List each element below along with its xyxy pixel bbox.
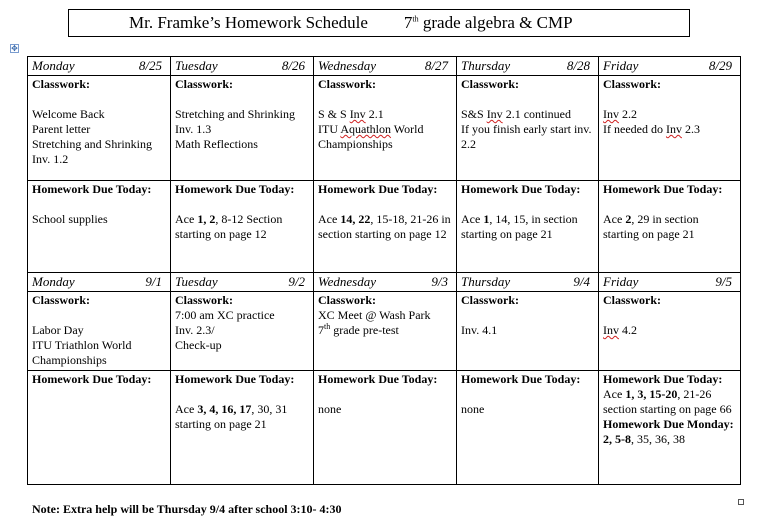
classwork-cell: Classwork: S&S Inv 2.1 continued If you finish early start inv. 2.2 (457, 76, 599, 181)
classwork-cell: Classwork: Labor Day ITU Triathlon World Championships (28, 292, 171, 371)
homework-cell: Homework Due Today: Ace 1, 3, 15-20, 21-26 section starting on page 66 Homework Due Monday: 2, 5-8, 35, 36, 38 (599, 371, 741, 485)
classwork-cell: Classwork: Stretching and Shrinking Inv. 1.3 Math Reflections (171, 76, 314, 181)
resize-icon[interactable] (738, 499, 744, 505)
day-header: Thursday 9/4 (457, 273, 599, 292)
homework-cell: Homework Due Today: School supplies (28, 181, 171, 273)
classwork-cell: Classwork: 7:00 am XC practice Inv. 2.3/ Check-up (171, 292, 314, 371)
homework-cell: Homework Due Today: none (314, 371, 457, 485)
classwork-cell: Classwork: Welcome Back Parent letter Stretching and Shrinking Inv. 1.2 (28, 76, 171, 181)
title-left: Mr. Framke’s Homework Schedule (129, 13, 368, 32)
classwork-cell: Classwork: Inv. 4.1 (457, 292, 599, 371)
classwork-cell: Classwork: S & S Inv 2.1 ITU Aquathlon World Championships (314, 76, 457, 181)
week1-homework-row (28, 181, 741, 273)
homework-schedule-table (27, 56, 741, 485)
homework-cell: Homework Due Today: Ace 3, 4, 16, 17, 30, 31 starting on page 21 (171, 371, 314, 485)
classwork-cell: Classwork: Inv 4.2 (599, 292, 741, 371)
title-grade-rest: grade algebra & CMP (418, 13, 573, 32)
classwork-cell: Classwork: XC Meet @ Wash Park 7th grade pre-test (314, 292, 457, 371)
day-header: Friday 8/29 (599, 57, 741, 76)
homework-cell: Homework Due Today: none (457, 371, 599, 485)
move-icon[interactable]: ✥ (11, 44, 18, 53)
homework-cell: Homework Due Today: Ace 2, 29 in section starting on page 21 (599, 181, 741, 273)
title-grade-num: 7 (403, 13, 413, 32)
extra-help-note: Note: Extra help will be Thursday 9/4 after school 3:10- 4:30 (32, 502, 342, 516)
week2-homework-row (28, 371, 741, 485)
day-header: Friday 9/5 (599, 273, 741, 292)
week2-day-row (28, 273, 741, 292)
title-grade-sup: th (412, 14, 419, 24)
homework-cell: Homework Due Today: Ace 1, 2, 8-12 Section starting on page 12 (171, 181, 314, 273)
schedule-title (68, 9, 690, 37)
day-header: Thursday 8/28 (457, 57, 599, 76)
homework-cell: Homework Due Today: (28, 371, 171, 485)
week1-day-row (28, 57, 741, 76)
day-header: Wednesday 8/27 (314, 57, 457, 76)
classwork-cell: Classwork: Inv 2.2 If needed do Inv 2.3 (599, 76, 741, 181)
week2-classwork-row (28, 292, 741, 371)
day-header: Tuesday 9/2 (171, 273, 314, 292)
day-header: Tuesday 8/26 (171, 57, 314, 76)
homework-cell: Homework Due Today: Ace 14, 22, 15-18, 21-26 in section starting on page 12 (314, 181, 457, 273)
week1-classwork-row (28, 76, 741, 181)
day-header: Monday 9/1 (28, 273, 171, 292)
homework-cell: Homework Due Today: Ace 1, 14, 15, in section starting on page 21 (457, 181, 599, 273)
day-header: Monday 8/25 (28, 57, 171, 76)
day-header: Wednesday 9/3 (314, 273, 457, 292)
